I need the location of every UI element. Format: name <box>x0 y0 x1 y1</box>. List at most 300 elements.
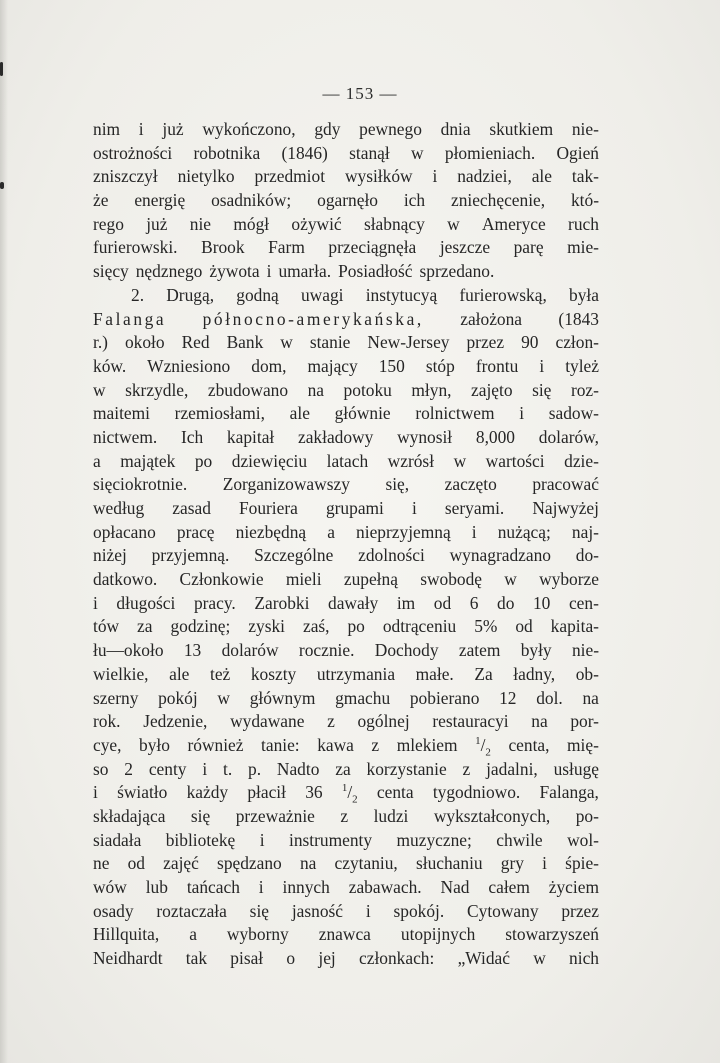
word: majątek <box>120 450 176 471</box>
word: a <box>189 924 197 945</box>
word: tanie: <box>261 734 300 755</box>
word: nędznego <box>135 261 203 282</box>
word: Red <box>181 332 210 353</box>
word: się <box>532 379 552 400</box>
word: godną <box>236 284 279 305</box>
word: życiem <box>548 877 599 897</box>
text-line <box>93 165 599 189</box>
word: 36 <box>305 782 323 803</box>
word: na <box>531 711 548 732</box>
text-line <box>93 805 599 829</box>
word: Za <box>474 663 493 684</box>
word: przeciągnęła <box>328 237 417 258</box>
word: w <box>504 569 517 590</box>
word: składająca <box>93 805 166 826</box>
word: członkach: <box>359 948 435 969</box>
text-line <box>93 923 599 947</box>
text-line <box>93 497 599 521</box>
word: zabawach. <box>348 877 422 897</box>
word: 90 <box>521 332 539 353</box>
text-line <box>93 331 599 355</box>
word: utrzymania <box>316 663 396 684</box>
word: niezbędną <box>235 521 307 542</box>
word: niżej <box>93 545 127 566</box>
word: nich <box>569 948 599 969</box>
text-line <box>93 118 599 142</box>
word: każdy <box>186 782 229 803</box>
text-line <box>93 663 599 687</box>
word: zupełną <box>343 569 398 590</box>
word: i <box>138 119 144 139</box>
page-header: — 153 — <box>322 84 398 103</box>
word: że <box>93 190 109 211</box>
word: osady <box>93 900 134 921</box>
word: jasność <box>291 900 344 921</box>
word: Farm <box>268 237 305 258</box>
word: północno-amerykańska, <box>202 308 424 329</box>
word: roztaczała <box>156 900 227 921</box>
word: nietylko <box>177 166 235 187</box>
word: lub <box>145 877 168 897</box>
word: roz- <box>570 379 599 400</box>
word: furierowski. <box>93 237 178 258</box>
word: jadalni, <box>486 758 538 779</box>
word: któ- <box>570 190 599 211</box>
text-line <box>93 355 599 379</box>
word: 12 <box>499 687 517 708</box>
word: rego <box>93 213 124 234</box>
word: Drugą, <box>166 284 215 305</box>
word: w <box>280 332 293 353</box>
word: opłacano <box>93 521 156 542</box>
word: odtrąceniu <box>382 616 457 637</box>
word: a <box>93 450 101 471</box>
word: naj- <box>571 521 599 542</box>
word: im <box>396 592 416 613</box>
page-number: 153 <box>345 84 375 103</box>
word: mię- <box>567 734 599 755</box>
word: Falanga, <box>539 782 599 803</box>
word: i <box>542 853 547 874</box>
word: z <box>371 734 380 755</box>
word: tak- <box>571 166 599 187</box>
word: 10 <box>532 592 551 613</box>
word: (1846) <box>281 142 328 163</box>
word: była <box>569 284 599 305</box>
word: wielkie, <box>93 663 149 684</box>
word: gry <box>500 853 524 874</box>
word: chwile <box>496 829 543 850</box>
word: bibliotekę <box>165 829 236 850</box>
word: też <box>209 663 231 684</box>
word: rocznie. <box>298 640 355 661</box>
word: z <box>327 711 335 732</box>
word: rzemiosłami, <box>174 403 265 424</box>
word: małe. <box>415 663 454 684</box>
word: seryami. <box>444 498 505 518</box>
word: zniszczył <box>93 166 158 187</box>
text-line <box>93 568 599 592</box>
word: Bank <box>226 332 264 353</box>
word: pewnego <box>359 119 422 139</box>
word: tańcach <box>186 877 240 897</box>
page-text <box>93 118 599 971</box>
word: po- <box>575 805 599 826</box>
word: i <box>411 498 417 518</box>
word: i <box>93 782 98 803</box>
word: skutkiem <box>489 119 554 139</box>
word: mieli <box>285 569 322 590</box>
word: usługę <box>553 758 599 779</box>
word: gdy <box>314 119 341 139</box>
word: spokój. <box>393 900 445 921</box>
word: wysiłków <box>344 166 413 187</box>
word: jej <box>318 948 336 969</box>
word: $^1/_2$ <box>475 734 491 759</box>
text-line <box>93 639 599 663</box>
word: łu—około <box>93 640 164 661</box>
word: $^1/_2$ <box>341 782 358 806</box>
word: wykończono, <box>202 119 296 139</box>
word: z <box>462 758 471 779</box>
word: 2 <box>124 758 133 779</box>
word: pracę <box>176 521 215 542</box>
word: od <box>127 853 145 874</box>
word: rolnictwem <box>415 403 495 424</box>
word: 5% <box>474 616 498 637</box>
text-line <box>93 379 599 403</box>
word: ob- <box>575 663 599 684</box>
word: na <box>582 687 599 708</box>
word: Nad <box>440 877 470 897</box>
word: kawa <box>317 734 354 755</box>
word: mlekiem <box>396 734 458 755</box>
word: 13 <box>183 640 202 661</box>
word: z <box>340 805 349 826</box>
word: innych <box>282 877 330 897</box>
word: so <box>93 758 109 779</box>
word: stóp <box>425 355 455 376</box>
text-line <box>93 260 599 284</box>
word: płacił <box>247 782 286 803</box>
word: Posiadłość <box>338 261 413 282</box>
word: wartości <box>485 450 545 471</box>
word: za <box>137 616 153 637</box>
text-line <box>93 142 599 166</box>
word: 2. <box>131 284 145 305</box>
word: r.) <box>93 332 108 353</box>
word: płomieniach. <box>444 142 536 163</box>
word: potoku <box>343 379 392 400</box>
word: wzrósł <box>387 450 435 471</box>
text-line <box>93 592 599 616</box>
word: kapita- <box>550 616 599 637</box>
word: energię <box>134 190 186 211</box>
word: zasad <box>172 498 211 518</box>
word: były <box>520 640 552 661</box>
word: wyborny <box>226 924 289 945</box>
text-line <box>93 781 599 805</box>
word: siadała <box>93 829 142 850</box>
word: było <box>139 734 170 755</box>
word: po <box>194 450 213 471</box>
word: Falanga <box>93 308 167 329</box>
word: Wzniesiono <box>147 355 231 376</box>
word: ale <box>169 663 190 684</box>
word: nie- <box>571 640 599 661</box>
text-line <box>93 402 599 426</box>
word: ogarnęło <box>317 190 378 211</box>
word: dnia <box>440 119 471 139</box>
text-line <box>93 734 599 758</box>
word: i <box>539 355 545 376</box>
word: wyborze <box>539 569 599 590</box>
word: za <box>335 758 351 779</box>
word: centa, <box>508 734 550 755</box>
word: wol- <box>567 829 599 850</box>
word: już <box>146 213 168 234</box>
word: jeszcze <box>439 237 491 258</box>
word: nadziei, <box>457 166 512 187</box>
word: koszty <box>250 663 297 684</box>
word: wów <box>93 877 127 897</box>
word: Ich <box>180 426 204 447</box>
text-line <box>93 450 599 474</box>
word: stanął <box>349 142 390 163</box>
word: również <box>187 734 244 755</box>
word: słuchaniu <box>415 853 483 874</box>
word: zaś, <box>302 616 330 637</box>
word: zaczęto <box>444 474 497 495</box>
word: instytucyą <box>365 284 438 305</box>
text-line <box>93 710 599 734</box>
word: w <box>411 142 424 163</box>
word: Zarobki <box>254 592 310 613</box>
word: szerny <box>93 687 139 708</box>
word: Cytowany <box>467 900 539 921</box>
page-edge-shadow <box>0 0 8 1063</box>
word: i <box>471 521 477 542</box>
word: dom, <box>251 355 287 376</box>
word: mógł <box>233 213 270 234</box>
word: i <box>202 758 208 779</box>
word: żywota <box>209 261 260 282</box>
word: na <box>299 853 317 874</box>
word: tyleż <box>565 355 599 376</box>
text-line <box>93 947 599 971</box>
word: osadników; <box>211 190 292 211</box>
ink-mark <box>0 62 3 76</box>
word: około <box>124 332 165 353</box>
word: założona <box>460 308 523 329</box>
word: zbudowano <box>207 379 289 400</box>
word: i <box>259 829 265 850</box>
word: wynosił <box>397 426 453 447</box>
word: słabnący <box>363 213 425 234</box>
text-line <box>93 829 599 853</box>
word: w <box>447 213 460 234</box>
word: (1843 <box>558 308 599 329</box>
word: przyjemną. <box>151 545 230 566</box>
word: w <box>93 379 106 400</box>
word: dol. <box>536 687 563 708</box>
word: p. <box>248 758 262 779</box>
word: datkowo. <box>93 569 158 590</box>
word: sięcy <box>93 261 129 282</box>
word: ostrożności <box>93 142 173 163</box>
word: nieprzyjemną <box>356 521 451 542</box>
word: Hillquita, <box>93 924 160 945</box>
word: od <box>433 592 452 613</box>
word: uwagi <box>300 284 344 305</box>
word: dawały <box>328 592 379 613</box>
word: Szczególne <box>254 545 334 566</box>
word: t. <box>223 758 233 779</box>
word: w <box>453 450 467 471</box>
text-line <box>93 876 599 900</box>
word: przez <box>466 332 505 353</box>
word: zyski <box>248 616 286 637</box>
word: sięciokrotnie. <box>93 474 188 495</box>
word: po <box>347 616 365 637</box>
word: 150 <box>378 355 405 376</box>
word: pracy. <box>193 592 236 613</box>
text-line <box>93 236 599 260</box>
word: ładny, <box>513 663 556 684</box>
word: mie- <box>567 237 599 258</box>
word: Dochody <box>374 640 439 661</box>
word: i <box>266 261 272 282</box>
word: młyn, <box>411 379 452 400</box>
word: nużącą; <box>497 521 551 542</box>
word: frontu <box>475 355 519 376</box>
word: już <box>162 119 184 139</box>
word: dolarów, <box>538 426 599 447</box>
word: czytaniu, <box>334 853 398 874</box>
word: do- <box>575 545 599 566</box>
text-line <box>93 284 599 308</box>
text-line <box>93 852 599 876</box>
word: człon- <box>555 332 599 353</box>
text-line <box>93 213 599 237</box>
word: Jedzenie, <box>143 711 208 732</box>
word: „Widać <box>457 948 510 969</box>
word: znawca <box>318 924 371 945</box>
word: w <box>533 948 546 969</box>
word: zniechęcenie, <box>450 190 546 211</box>
word: i <box>258 877 264 897</box>
word: Ameryce <box>481 213 546 234</box>
word: przeważnie <box>235 805 315 826</box>
text-line <box>93 758 599 782</box>
text-line <box>93 308 599 332</box>
word: centa <box>376 782 414 803</box>
word: na <box>307 379 325 400</box>
word: pisał <box>230 948 264 969</box>
text-line <box>93 189 599 213</box>
word: i <box>432 166 438 187</box>
word: śpie- <box>565 853 599 874</box>
word: kapitał <box>226 426 275 447</box>
word: skrzydle, <box>125 379 189 400</box>
word: światło <box>117 782 168 803</box>
word: korzystanie <box>366 758 447 779</box>
word: cen- <box>568 592 599 613</box>
word: zdolności <box>358 545 425 566</box>
word: wynagradzano <box>449 545 551 566</box>
word: parę <box>513 237 544 258</box>
word: głównym <box>249 687 316 708</box>
word: ludzi <box>373 805 409 826</box>
word: Członkowie <box>179 569 264 590</box>
word: się <box>249 900 269 921</box>
word: ich <box>403 190 426 211</box>
text-line <box>93 521 599 545</box>
word: grupami <box>325 498 384 518</box>
word: dolarów <box>221 640 279 661</box>
text-line <box>93 615 599 639</box>
text-line <box>93 426 599 450</box>
word: muzyczne; <box>396 829 472 850</box>
word: dziewięciu <box>231 450 308 471</box>
word: według <box>93 498 145 518</box>
word: ożywić <box>291 213 342 234</box>
word: tów <box>93 616 120 637</box>
word: Ogień <box>556 142 599 163</box>
word: długości <box>116 592 176 613</box>
word: mający <box>307 355 358 376</box>
ink-mark <box>0 182 4 189</box>
word: nie <box>189 213 212 234</box>
text-line <box>93 687 599 711</box>
word: i <box>365 900 371 921</box>
word: pokój <box>158 687 198 708</box>
word: sprzedano. <box>419 261 495 282</box>
word: utopijnych <box>400 924 476 945</box>
word: restauracyi <box>432 711 509 732</box>
word: por- <box>570 711 599 732</box>
word: o <box>286 948 296 969</box>
word: i <box>519 403 525 424</box>
word: Zorganizowawszy <box>222 474 350 495</box>
word: pobierano <box>409 687 480 708</box>
word: wydawane <box>230 711 305 732</box>
word: tak <box>185 948 208 969</box>
word: nim <box>93 119 121 139</box>
word: zajęć <box>163 853 199 874</box>
word: ale <box>531 166 552 187</box>
word: stowarzyszeń <box>505 924 599 945</box>
word: gmachu <box>335 687 391 708</box>
word: sadow- <box>548 403 599 424</box>
word: w <box>217 687 230 708</box>
word: przez <box>561 900 599 921</box>
word: stanie <box>309 332 351 353</box>
word: ne <box>93 853 110 874</box>
word: Brook <box>201 237 245 258</box>
word: zakładowy <box>297 426 374 447</box>
word: cye, <box>93 734 122 755</box>
word: rok. <box>93 711 121 732</box>
word: instrumenty <box>289 829 373 850</box>
word: ale <box>289 403 310 424</box>
word: Nadto <box>276 758 320 779</box>
word: zatem <box>458 640 501 661</box>
word: New-Jersey <box>367 332 450 353</box>
word: dzie- <box>564 450 599 471</box>
word: głównie <box>334 403 391 424</box>
word: zajęto <box>471 379 513 400</box>
